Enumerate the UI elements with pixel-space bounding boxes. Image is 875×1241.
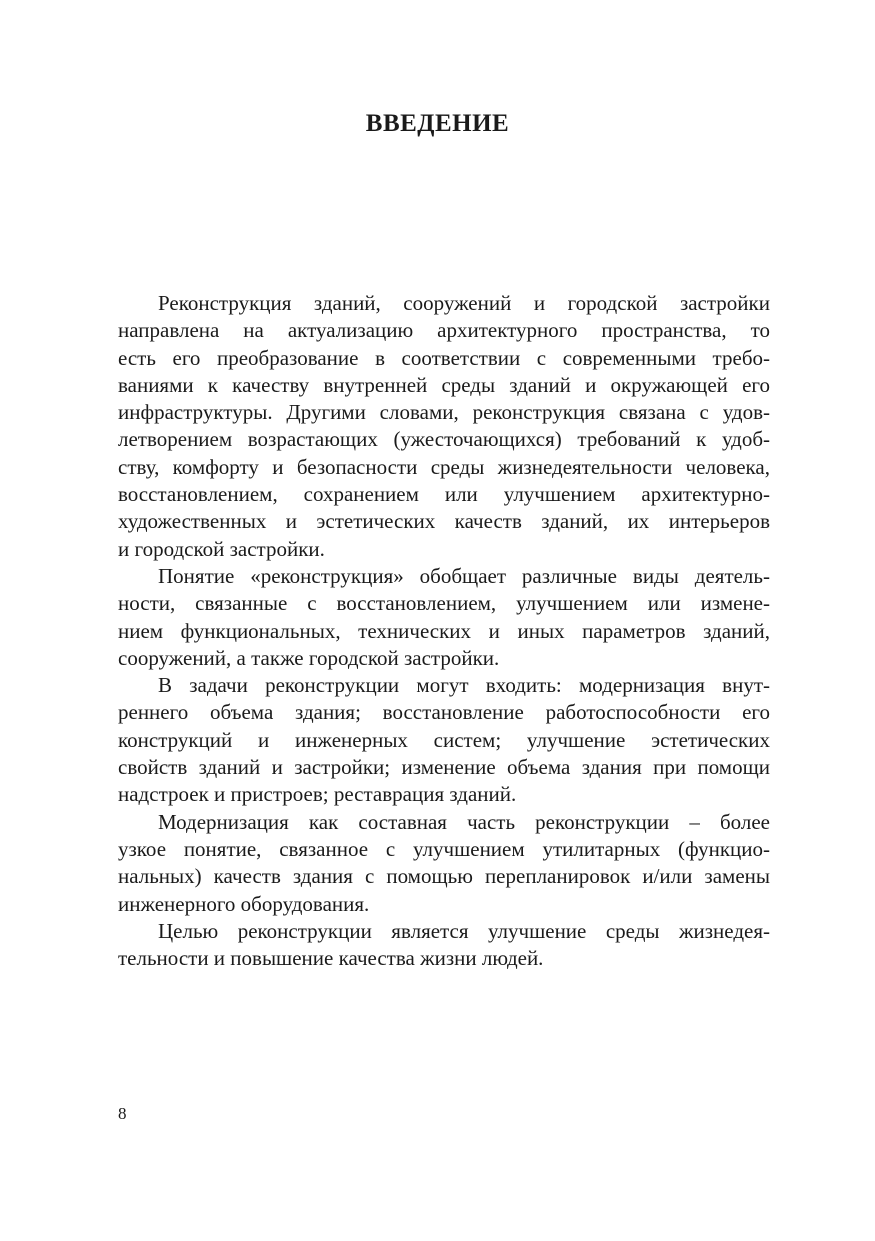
- text-line: В задачи реконструкции могут входить: модернизация внут-: [158, 673, 770, 698]
- paragraph: [118, 563, 770, 672]
- text-line: направлена на актуализацию архитектурного пространства, то: [118, 318, 770, 343]
- text-line: летворением возрастающих (ужесточающихся) требований к удоб-: [118, 427, 770, 452]
- text-line: ности, связанные с восстановлением, улучшением или измене-: [118, 591, 770, 616]
- text-line: Понятие «реконструкция» обобщает различные виды деятель-: [158, 563, 770, 588]
- text-line: восстановлением, сохранением или улучшением архитектурно-: [118, 482, 770, 507]
- text-line: Модернизация как составная часть реконструкции – более: [158, 809, 770, 834]
- text-line: свойств зданий и застройки; изменение объема здания при помощи: [118, 755, 770, 780]
- text-line: ваниями к качеству внутренней среды зданий и окружающей его: [118, 372, 770, 397]
- text-line: инфраструктуры. Другими словами, реконструкция связана с удов-: [118, 400, 770, 425]
- text-line: нием функциональных, технических и иных параметров зданий,: [118, 618, 770, 643]
- page-number: 8: [118, 1104, 127, 1123]
- text-line: тельности и повышение качества жизни людей.: [118, 946, 544, 971]
- paragraph: [118, 672, 770, 808]
- text-line: есть его преобразование в соответствии с современными требо-: [118, 345, 770, 370]
- page-title: ВВЕДЕНИЕ: [365, 110, 510, 137]
- text-line: инженерного оборудования.: [118, 891, 370, 916]
- text-line: Целью реконструкции является улучшение среды жизнедея-: [158, 918, 770, 943]
- text-line: конструкций и инженерных систем; улучшение эстетических: [118, 727, 770, 752]
- paragraph: [118, 290, 770, 563]
- text-line: сооружений, а также городской застройки.: [118, 645, 500, 670]
- text-line: узкое понятие, связанное с улучшением утилитарных (функцио-: [118, 836, 770, 861]
- text-line: Реконструкция зданий, сооружений и городской застройки: [158, 291, 770, 315]
- text-line: надстроек и пристроев; реставрация зданий.: [118, 782, 517, 807]
- paragraph: [118, 809, 770, 918]
- body-text: [118, 290, 770, 972]
- text-line: художественных и эстетических качеств зданий, их интерьеров: [118, 509, 770, 534]
- text-line: нальных) качеств здания с помощью перепланировок и/или замены: [118, 864, 770, 889]
- text-line: реннего объема здания; восстановление работоспособности его: [118, 700, 770, 725]
- text-line: и городской застройки.: [118, 536, 325, 561]
- text-line: ству, комфорту и безопасности среды жизнедеятельности человека,: [118, 454, 770, 479]
- paragraph: [118, 918, 770, 973]
